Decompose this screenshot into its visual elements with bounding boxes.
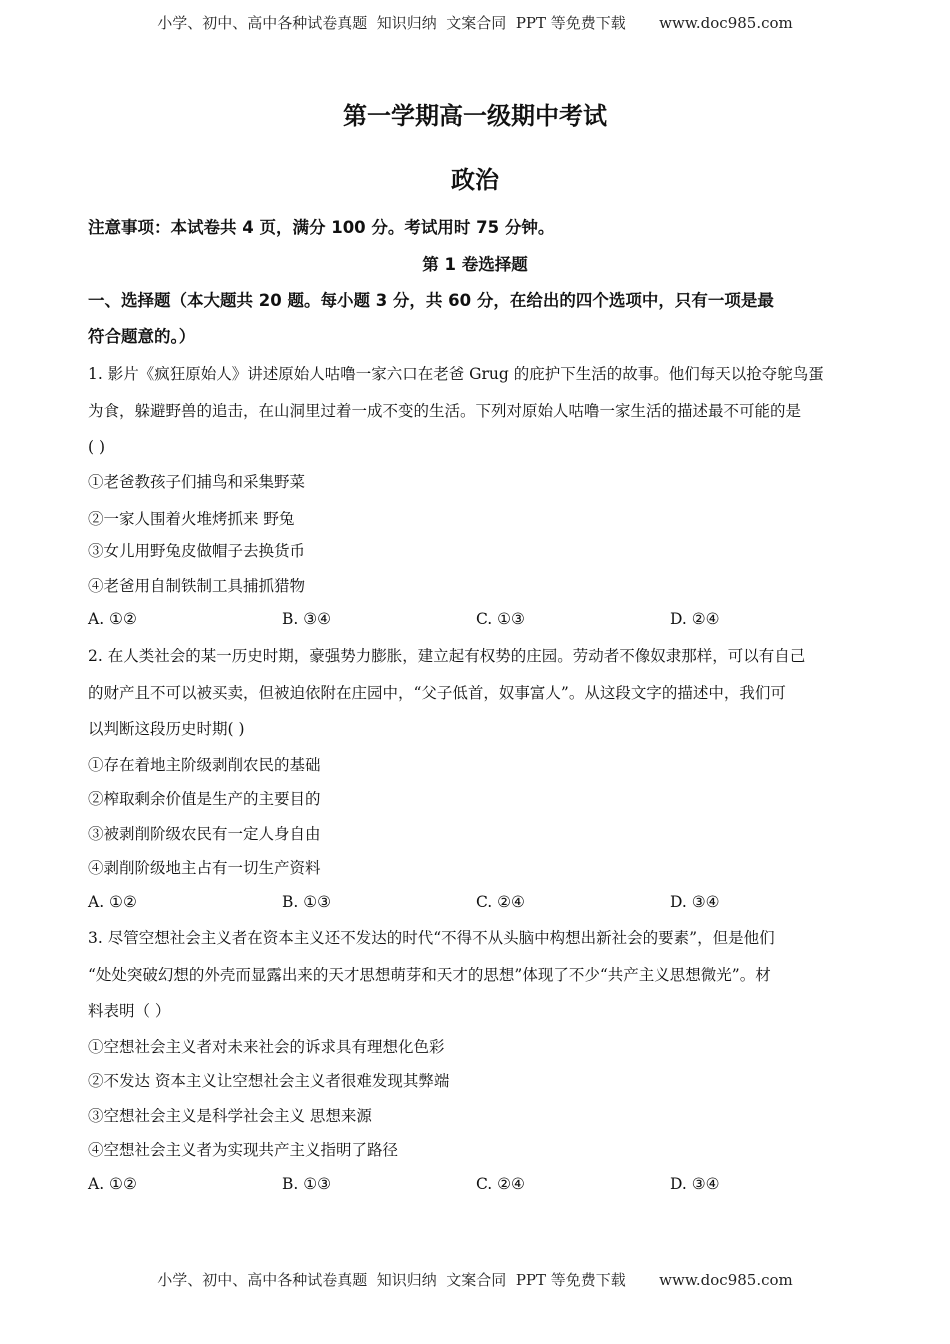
q2-item-4: ④剥削阶级地主占有一切生产资料 bbox=[88, 859, 321, 877]
q2-item-1: ①存在着地主阶级剥削农民的基础 bbox=[88, 756, 321, 774]
q2-item-2: ②榨取剩余价值是生产的主要目的 bbox=[88, 790, 321, 808]
q1-item-1: ①老爸教孩子们捕鸟和采集野菜 bbox=[88, 473, 306, 491]
q3-stem-line3: 料表明（ ） bbox=[88, 1002, 171, 1020]
section-heading-line2: 符合题意的。） bbox=[88, 327, 196, 346]
page-footer: 小学、初中、高中各种试卷真题 知识归纳 文案合同 PPT 等免费下载 www.doc985.com bbox=[157, 1271, 793, 1289]
subject-title: 政治 bbox=[451, 166, 499, 194]
q1-option-a[interactable]: A. ①② bbox=[88, 610, 137, 628]
q1-item-2: ②一家人围着火堆烤抓来 野兔 bbox=[88, 510, 295, 528]
q3-item-3: ③空想社会主义是科学社会主义 思想来源 bbox=[88, 1107, 372, 1125]
q2-option-d[interactable]: D. ③④ bbox=[670, 893, 720, 911]
notice: 注意事项：本试卷共 4 页，满分 100 分。考试用时 75 分钟。 bbox=[88, 218, 555, 237]
q3-option-a[interactable]: A. ①② bbox=[88, 1175, 137, 1193]
q1-option-b[interactable]: B. ③④ bbox=[282, 610, 332, 628]
q1-item-4: ④老爸用自制铁制工具捕抓猎物 bbox=[88, 577, 306, 595]
q3-option-b[interactable]: B. ①③ bbox=[282, 1175, 332, 1193]
q2-stem-line3: 以判断这段历史时期( ) bbox=[88, 720, 245, 738]
q2-stem-line2: 的财产且不可以被买卖，但被迫依附在庄园中，“父子低首，奴事富人”。从这段文字的描述中，我们可 bbox=[88, 684, 786, 702]
q1-option-c[interactable]: C. ①③ bbox=[476, 610, 525, 628]
q1-item-3: ③女儿用野兔皮做帽子去换货币 bbox=[88, 542, 306, 560]
exam-title: 第一学期高一级期中考试 bbox=[343, 102, 607, 130]
q3-item-4: ④空想社会主义者为实现共产主义指明了路径 bbox=[88, 1141, 399, 1159]
q2-item-3: ③被剥削阶级农民有一定人身自由 bbox=[88, 825, 321, 843]
section-heading-line1: 一、选择题（本大题共 20 题。每小题 3 分，共 60 分，在给出的四个选项中，只有一项是最 bbox=[88, 291, 774, 310]
q2-option-c[interactable]: C. ②④ bbox=[476, 893, 525, 911]
q1-stem-line2: 为食，躲避野兽的追击，在山洞里过着一成不变的生活。下列对原始人咕噜一家生活的描述最不可能的是 bbox=[88, 402, 802, 420]
q3-option-d[interactable]: D. ③④ bbox=[670, 1175, 720, 1193]
page-header: 小学、初中、高中各种试卷真题 知识归纳 文案合同 PPT 等免费下载 www.doc985.com bbox=[157, 14, 793, 32]
q1-option-d[interactable]: D. ②④ bbox=[670, 610, 720, 628]
q3-stem-line1: 3. 尽管空想社会主义者在资本主义还不发达的时代“不得不从头脑中构想出新社会的要素”，但是他们 bbox=[88, 929, 775, 947]
q3-stem-line2: “处处突破幻想的外壳而显露出来的天才思想萌芽和天才的思想”体现了不少“共产主义思想微光”。材 bbox=[88, 966, 771, 984]
q2-option-b[interactable]: B. ①③ bbox=[282, 893, 332, 911]
q3-item-2: ②不发达 资本主义让空想社会主义者很难发现其弊端 bbox=[88, 1072, 450, 1090]
q1-stem-line1: 1. 影片《疯狂原始人》讲述原始人咕噜一家六口在老爸 Grug 的庇护下生活的故事。他们每天以抢夺鸵鸟蛋 bbox=[88, 365, 824, 383]
q3-item-1: ①空想社会主义者对未来社会的诉求具有理想化色彩 bbox=[88, 1038, 445, 1056]
volume-heading: 第 1 卷选择题 bbox=[422, 255, 528, 274]
q1-stem-line3: ( ) bbox=[88, 438, 106, 456]
q2-stem-line1: 2. 在人类社会的某一历史时期，豪强势力膨胀，建立起有权势的庄园。劳动者不像奴隶那样，可以有自己 bbox=[88, 647, 806, 665]
q3-option-c[interactable]: C. ②④ bbox=[476, 1175, 525, 1193]
q2-option-a[interactable]: A. ①② bbox=[88, 893, 137, 911]
